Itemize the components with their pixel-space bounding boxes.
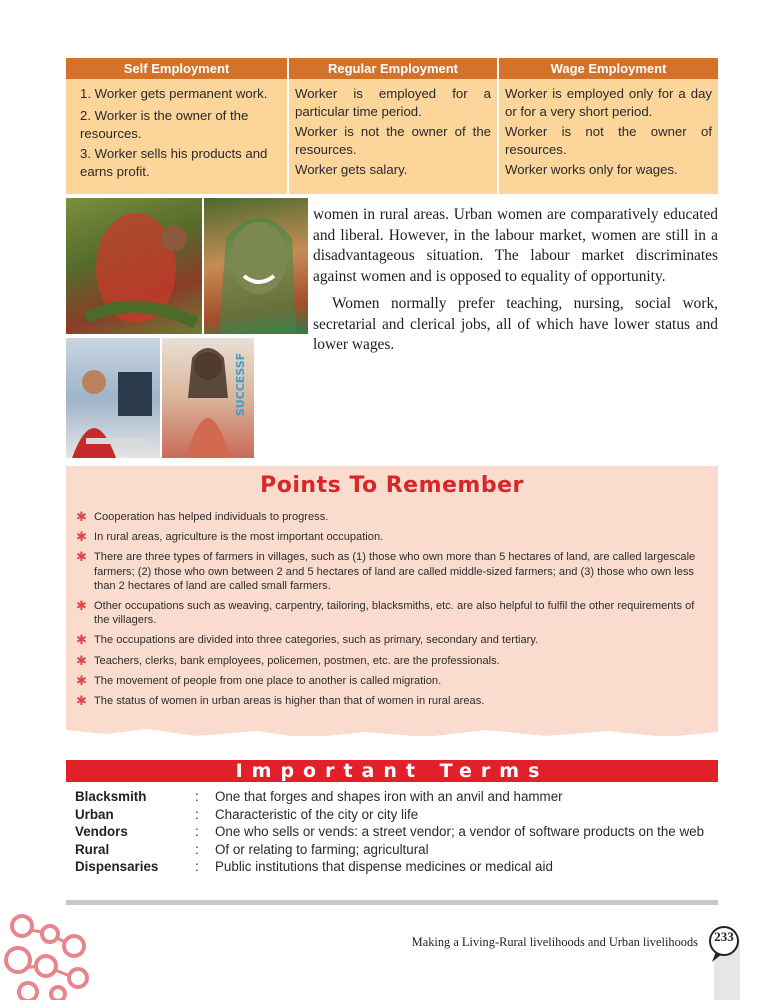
point-text: The movement of people from one place to another is called migration. [94, 674, 442, 687]
point-text: Teachers, clerks, bank employees, policemen, postmen, etc. are the professionals. [94, 654, 500, 667]
list-item [76, 694, 708, 708]
term-row [75, 858, 715, 876]
term-separator: : [195, 824, 199, 839]
employment-table [66, 58, 718, 194]
term-name: Urban [75, 806, 114, 822]
self-item-3: 3. Worker sells his products and earns profit. [80, 146, 268, 179]
table-row [66, 79, 718, 194]
point-text: There are three types of farmers in villages, such as (1) those who own more than 5 hectares of land, are called largescale farmers; (2) those who own between 2 and 5 hectares of land are called middle-sized farmers; and (3) those who own less than 2 hectares of land are called small farmers. [94, 551, 696, 592]
important-terms-title: Important Terms [235, 760, 549, 782]
chapter-title: Making a Living-Rural livelihoods and Urban livelihoods [411, 935, 698, 949]
regular-item-1: Worker is employed for a particular time period. [295, 86, 491, 119]
photo-watermark-text: SUCCESSF [233, 352, 247, 417]
asterisk-bullet-icon: ✱ [76, 598, 87, 614]
term-separator: : [195, 859, 199, 874]
header-wage-employment: Wage Employment [498, 58, 718, 79]
photo-smiling-woman [204, 198, 308, 334]
divider [66, 900, 718, 905]
asterisk-bullet-icon: ✱ [76, 549, 87, 565]
table-header-row [66, 58, 718, 79]
self-item-2: 2. Worker is the owner of the resources. [80, 108, 249, 141]
point-text: In rural areas, agriculture is the most important occupation. [94, 531, 384, 544]
asterisk-bullet-icon: ✱ [76, 693, 87, 709]
list-item [76, 550, 708, 593]
list-item [76, 654, 708, 668]
body-text [313, 205, 718, 363]
wage-item-3: Worker works only for wages. [505, 162, 678, 177]
point-text: The status of women in urban areas is higher than that of women in rural areas. [94, 695, 485, 708]
wage-item-2: Worker is not the owner of resources. [505, 124, 712, 157]
regular-item-3: Worker gets salary. [295, 162, 408, 177]
torn-edge-decoration [66, 726, 718, 744]
term-name: Dispensaries [75, 859, 159, 874]
wage-item-1: Worker is employed only for a day or for a very short period. [505, 86, 712, 119]
term-name: Blacksmith [75, 789, 147, 804]
term-separator: : [195, 841, 199, 857]
bubble-decoration [0, 904, 100, 1000]
list-item [76, 510, 708, 524]
photo-woman-professional [162, 338, 254, 458]
important-terms-bar [66, 760, 718, 782]
terms-list [75, 788, 715, 876]
point-text: Cooperation has helped individuals to progress. [94, 511, 329, 523]
point-text: The occupations are divided into three categories, such as primary, secondary and tertiary. [94, 634, 539, 647]
term-definition: One that forges and shapes iron with an anvil and hammer [215, 789, 563, 804]
asterisk-bullet-icon: ✱ [76, 509, 87, 524]
photo-woman-farm-worker [66, 198, 202, 334]
regular-employment-cell [288, 79, 498, 194]
paragraph-2: Women normally prefer teaching, nursing, social work, secretarial and clerical jobs, all of which have lower status and lower wages. [313, 295, 718, 353]
term-separator: : [195, 789, 199, 804]
asterisk-bullet-icon: ✱ [76, 529, 87, 545]
term-row [75, 841, 715, 859]
list-item [76, 530, 708, 544]
paragraph-1: women in rural areas. Urban women are comparatively educated and liberal. However, in the labour market, women are still in a disadvantageous situation. The labour market discriminates against women and is opposed to equality of opportunity. [313, 206, 718, 285]
header-regular-employment: Regular Employment [288, 58, 498, 79]
term-row [75, 788, 715, 806]
term-row [75, 823, 715, 841]
list-item [76, 633, 708, 647]
points-list [76, 510, 708, 714]
term-name: Vendors [75, 824, 128, 839]
term-row [75, 806, 715, 824]
wage-employment-cell [498, 79, 718, 194]
term-name: Rural [75, 841, 110, 857]
point-text: Other occupations such as weaving, carpentry, tailoring, blacksmiths, etc. are also helpful to fulfil the other requirements of the villagers. [94, 600, 695, 627]
term-definition: One who sells or vends: a street vendor; a vendor of software products on the web [215, 824, 705, 839]
asterisk-bullet-icon: ✱ [76, 652, 87, 668]
list-item [76, 599, 708, 627]
header-self-employment: Self Employment [66, 58, 288, 79]
term-separator: : [195, 806, 199, 822]
term-definition: Characteristic of the city or city life [215, 806, 419, 822]
photo-woman-at-computer [66, 338, 160, 458]
page-number: 233 [714, 929, 734, 944]
self-employment-cell [66, 79, 288, 194]
list-item [76, 674, 708, 688]
self-item-1: 1. Worker gets permanent work. [80, 86, 268, 101]
asterisk-bullet-icon: ✱ [76, 672, 87, 688]
points-to-remember-box [66, 466, 718, 736]
term-definition: Of or relating to farming; agricultural [215, 841, 429, 857]
regular-item-2: Worker is not the owner of the resources. [295, 124, 491, 157]
asterisk-bullet-icon: ✱ [76, 632, 87, 648]
points-to-remember-title: Points To Remember [260, 473, 524, 498]
term-definition: Public institutions that dispense medicines or medical aid [215, 859, 553, 874]
